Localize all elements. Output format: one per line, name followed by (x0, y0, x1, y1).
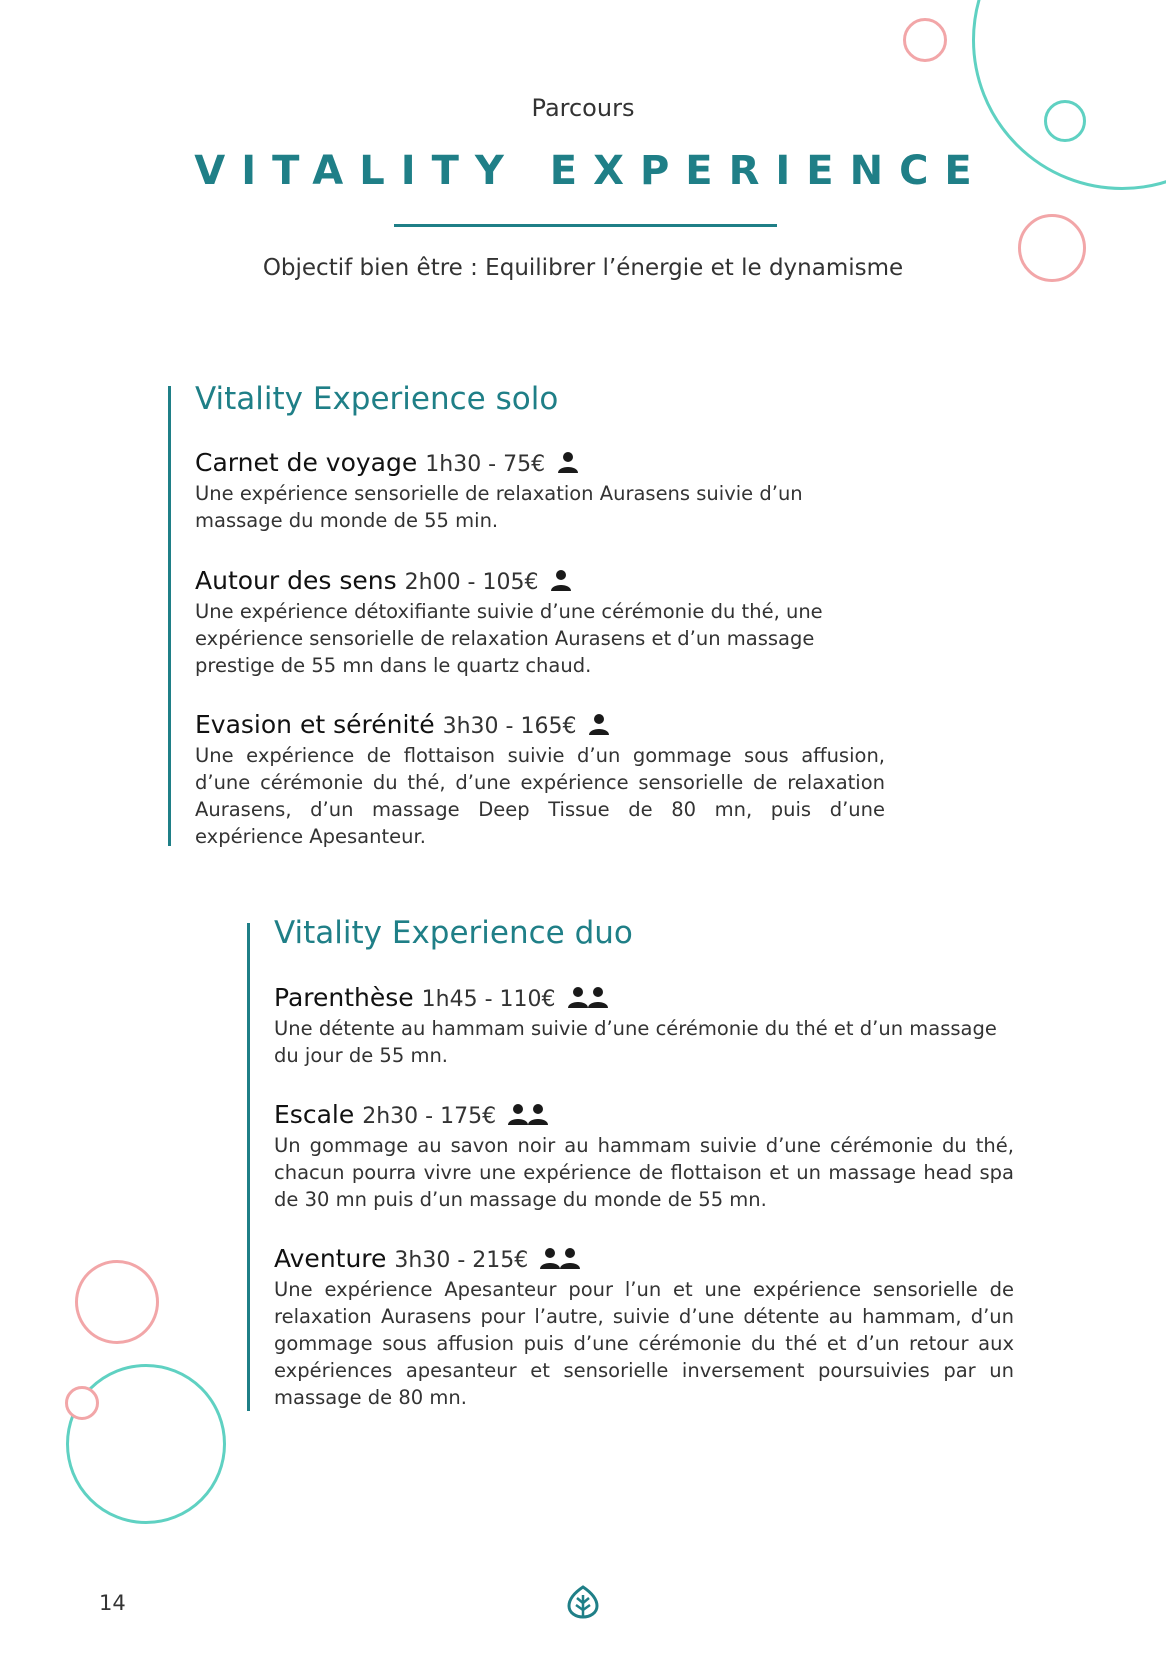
decorative-circle (65, 1386, 99, 1420)
offer-description: Un gommage au savon noir au hammam suivie d’une cérémonie du thé, chacun pourra vivre une expérience de flottaison et un massage head spa de 30 mn puis d’un massage du monde de 55 mn. (274, 1134, 1014, 1211)
offer-item (195, 448, 855, 534)
two-persons-icon (568, 985, 608, 1015)
offer-name: Carnet de voyage (195, 448, 418, 477)
duo-section (247, 915, 1030, 1411)
decorative-circle (75, 1260, 159, 1344)
page-title: VITALITY EXPERIENCE (194, 148, 988, 194)
offer-description: Une expérience Apesanteur pour l’un et une expérience sensorielle de relaxation Aurasens pour l’autre, suivie d’une détente au hammam, d’un gommage sous affusion puis d’une cérémonie du thé et d’un retour aux expériences apesanteur et sensorielle inversement poursuivies par un massage de 80 mn. (274, 1278, 1014, 1409)
page-objective: Objectif bien être : Equilibrer l’énergie et le dynamisme (262, 255, 904, 281)
offer-name: Evasion et sérénité (195, 710, 435, 739)
person-icon (557, 450, 579, 480)
two-persons-icon (540, 1246, 580, 1276)
offer-meta: 3h30 - 165€ (442, 714, 577, 739)
offer-meta: 1h30 - 75€ (425, 452, 546, 477)
solo-section (168, 381, 911, 848)
section-title: Vitality Experience solo (195, 381, 559, 417)
section-title: Vitality Experience duo (274, 915, 633, 951)
offer-meta: 2h00 - 105€ (404, 570, 539, 595)
page-kicker: Parcours (531, 94, 635, 122)
leaf-logo-icon (566, 1585, 600, 1623)
decorative-circle (903, 18, 947, 62)
offer-name: Escale (274, 1100, 355, 1129)
offer-item (195, 566, 875, 679)
offer-description: Une expérience sensorielle de relaxation Aurasens suivie d’un massage du monde de 55 min. (195, 482, 803, 532)
offer-item (274, 983, 1014, 1069)
offer-description: Une expérience détoxifiante suivie d’une cérémonie du thé, une expérience sensorielle de relaxation Aurasens et d’un massage prestige de 55 mn dans le quartz chaud. (195, 600, 823, 677)
offer-item (195, 710, 885, 850)
two-persons-icon (508, 1102, 548, 1132)
offer-name: Aventure (274, 1244, 387, 1273)
offer-meta: 3h30 - 215€ (394, 1248, 529, 1273)
offer-meta: 2h30 - 175€ (362, 1104, 497, 1129)
offer-item (274, 1100, 1014, 1213)
offer-name: Parenthèse (274, 983, 414, 1012)
offer-description: Une détente au hammam suivie d’une cérémonie du thé et d’un massage du jour de 55 mn. (274, 1017, 997, 1067)
person-icon (588, 712, 610, 742)
offer-name: Autour des sens (195, 566, 397, 595)
offer-description: Une expérience de flottaison suivie d’un gommage sous affusion, d’une cérémonie du thé, d’une expérience sensorielle de relaxation Aurasens, d’un massage Deep Tissue de 80 mn, puis d’une expérience Apesanteur. (195, 744, 885, 848)
offer-meta: 1h45 - 110€ (421, 987, 556, 1012)
person-icon (550, 568, 572, 598)
title-divider (394, 224, 777, 227)
offer-item (274, 1244, 1014, 1411)
page-number: 14 (99, 1591, 126, 1615)
